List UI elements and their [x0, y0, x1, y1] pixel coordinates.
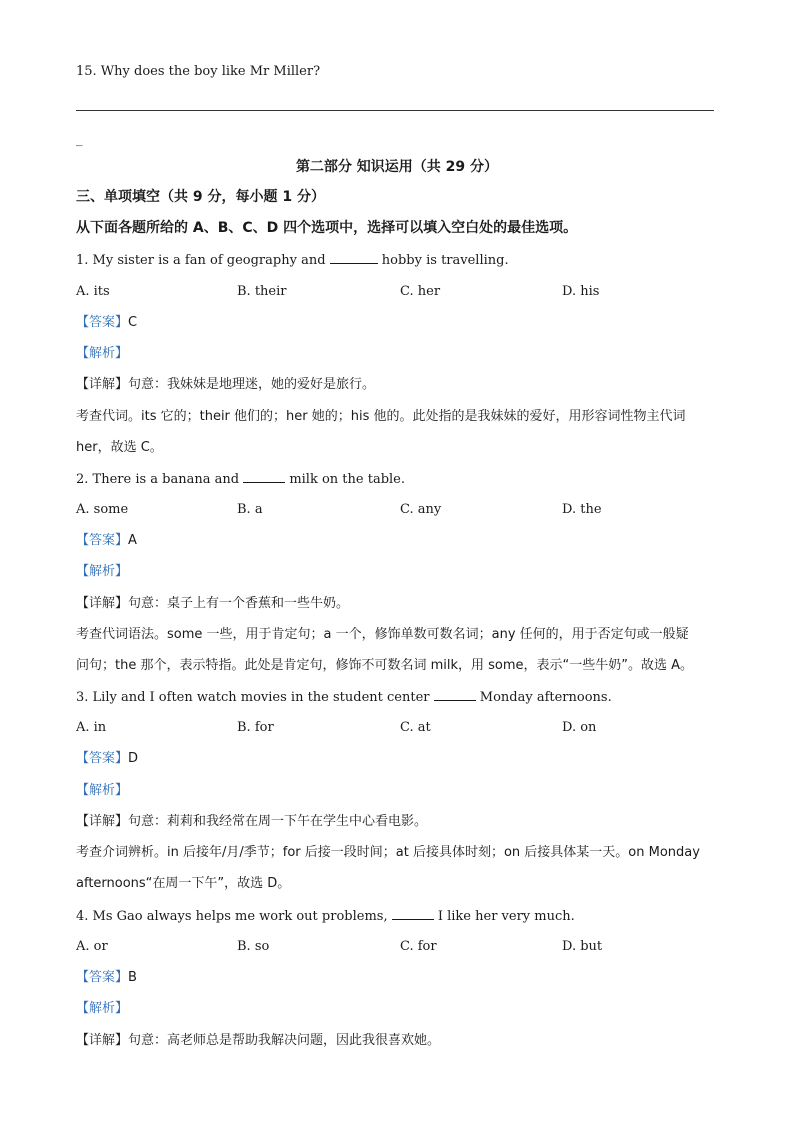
option-c: C. for [400, 939, 437, 954]
instructions: 从下面各题所给的 A、B、C、D 四个选项中，选择可以填入空白处的最佳选项。 [76, 220, 578, 236]
answer-label: 【答案】 [76, 533, 129, 548]
detail-row [76, 376, 375, 394]
question-stem-after: I like her very much. [433, 909, 575, 924]
explanation-line-2: afternoons“在周一下午”，故选 D。 [76, 876, 291, 891]
option-a: A. in [76, 720, 107, 735]
option-b: B. so [237, 939, 270, 954]
answer-value: D [128, 751, 139, 766]
detail-row [76, 595, 349, 613]
detail-row [76, 813, 427, 831]
detail-text: 句意：高老师总是帮助我解决问题，因此我很喜欢她。 [128, 1033, 441, 1048]
option-c: C. at [400, 720, 431, 735]
answer-label: 【答案】 [76, 970, 129, 985]
detail-label: 【详解】 [76, 814, 129, 829]
question-stem-before: 1. My sister is a fan of geography and [76, 253, 330, 268]
question-stem-after: milk on the table. [285, 472, 406, 487]
detail-label: 【详解】 [76, 596, 129, 611]
analysis-label: 【解析】 [76, 1001, 129, 1016]
answer-value: C [128, 315, 138, 330]
option-a: A. its [76, 284, 110, 299]
option-d: D. his [562, 284, 600, 299]
detail-text: 句意：桌子上有一个香蕉和一些牛奶。 [128, 596, 350, 611]
subsection-title: 三、单项填空（共 9 分，每小题 1 分） [76, 189, 325, 205]
analysis-label: 【解析】 [76, 783, 129, 798]
option-d: D. the [562, 502, 602, 517]
detail-label: 【详解】 [76, 377, 129, 392]
option-a: A. or [76, 939, 108, 954]
question-stem-before: 4. Ms Gao always helps me work out problems, [76, 909, 392, 924]
blank-line [243, 470, 285, 483]
explanation-line-1: 考查代词语法。some 一些，用于肯定句；a 一个，修饰单数可数名词；any 任何的，用于否定句或一般疑 [76, 627, 689, 642]
option-c: C. any [400, 502, 442, 517]
option-b: B. for [237, 720, 274, 735]
detail-text: 句意：我妹妹是地理迷，她的爱好是旅行。 [128, 377, 376, 392]
option-c: C. her [400, 284, 441, 299]
blank-line [392, 907, 434, 920]
analysis-label: 【解析】 [76, 346, 129, 361]
question-1-stem [76, 251, 509, 270]
answer-line [76, 110, 714, 111]
detail-row [76, 1032, 440, 1050]
answer-label: 【答案】 [76, 751, 129, 766]
answer-value: B [128, 970, 137, 985]
explanation-line-1: 考查代词。its 它的；their 他们的；her 她的；his 他的。此处指的是我妹妹的爱好，用形容词性物主代词 [76, 409, 686, 424]
answer-row [76, 750, 138, 768]
answer-value: A [128, 533, 137, 548]
answer-row [76, 969, 137, 987]
blank-line [434, 688, 476, 701]
answer-row [76, 532, 137, 550]
question-2-stem [76, 470, 405, 489]
detail-label: 【详解】 [76, 1033, 129, 1048]
question-stem-after: Monday afternoons. [475, 690, 612, 705]
option-b: B. their [237, 284, 287, 299]
explanation-line-2: 问句；the 那个，表示特指。此处是肯定句，修饰不可数名词 milk，用 some，表示“一些牛奶”。故选 A。 [76, 658, 694, 673]
question-3-stem [76, 688, 612, 707]
explanation-line-1: 考查介词辨析。in 后接年/月/季节；for 后接一段时间；at 后接具体时刻；on 后接具体某一天。on Monday [76, 845, 700, 860]
option-d: D. on [562, 720, 597, 735]
analysis-label: 【解析】 [76, 564, 129, 579]
question-stem-after: hobby is travelling. [377, 253, 509, 268]
explanation-line-2: her，故选 C。 [76, 440, 163, 455]
detail-text: 句意：莉莉和我经常在周一下午在学生中心看电影。 [128, 814, 428, 829]
option-d: D. but [562, 939, 603, 954]
previous-question: 15. Why does the boy like Mr Miller? [76, 64, 321, 79]
option-b: B. a [237, 502, 263, 517]
answer-line-dash: _ [76, 132, 83, 147]
question-stem-before: 3. Lily and I often watch movies in the student center [76, 690, 434, 705]
option-a: A. some [76, 502, 129, 517]
question-stem-before: 2. There is a banana and [76, 472, 244, 487]
question-4-stem [76, 907, 575, 926]
answer-row [76, 314, 137, 332]
blank-line [330, 251, 378, 264]
section-title: 第二部分 知识运用（共 29 分） [295, 159, 499, 175]
answer-label: 【答案】 [76, 315, 129, 330]
